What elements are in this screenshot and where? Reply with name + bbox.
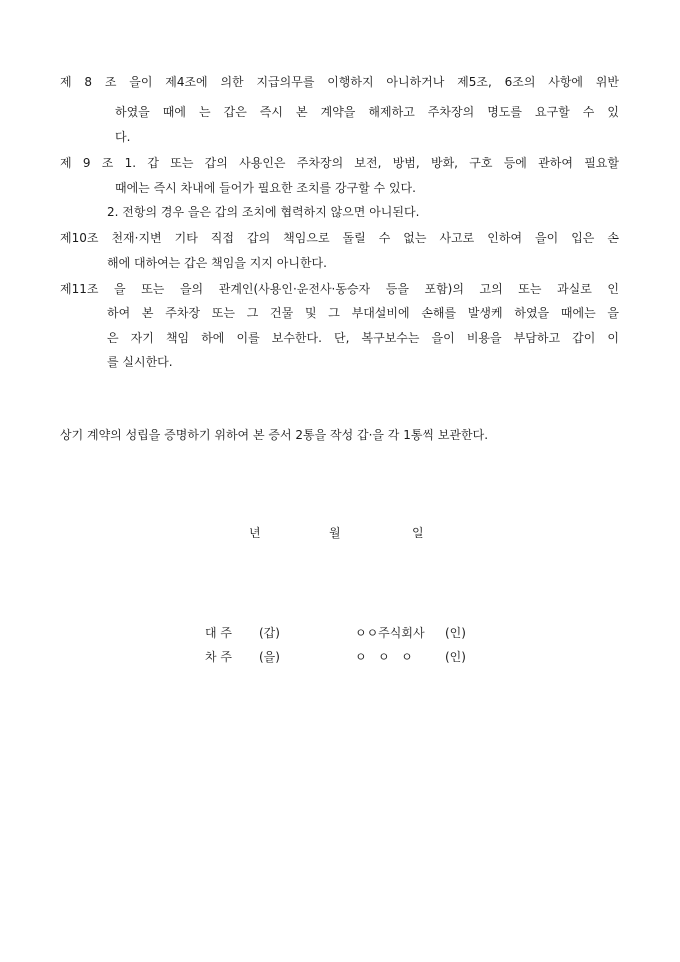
article-9-line-1: 제 9 조 1. 갑 또는 갑의 사용인은 주차장의 보전, 방범, 방화, 구호 등에 관하여 필요할 [60,156,619,170]
date-day: 일 [412,526,424,540]
lessee-name: ㅇ ㅇ ㅇ [355,650,413,664]
date-line [0,525,680,541]
article-8-line-3: 다. [115,130,131,144]
article-11-line-3: 은 자기 책임 하에 이를 보수한다. 단, 복구보수는 을이 비용을 부담하고 갑이 이 [107,331,619,345]
lessor-name: ㅇㅇ주식회사 [355,626,425,640]
lessee-party: (을) [259,650,280,664]
lessor-party: (갑) [259,626,280,640]
article-8-line-2: 하였을 때에 는 갑은 즉시 본 계약을 해제하고 주차장의 명도를 요구할 수 있 [115,105,619,119]
article-11-line-4: 를 실시한다. [107,355,173,369]
article-11-line-1: 제11조 을 또는 을의 관계인(사용인·운전사·동승자 등을 포함)의 고의 또는 과실로 인 [60,282,619,296]
date-month: 월 [329,526,341,540]
article-8-line-1: 제 8 조 을이 제4조에 의한 지급의무를 이행하지 아니하거나 제5조, 6조의 사항에 위반 [60,75,619,89]
lessor-role: 대 주 [205,626,232,640]
closing-statement: 상기 계약의 성립을 증명하기 위하여 본 증서 2통을 작성 갑·을 각 1통씩 보관한다. [60,428,489,442]
article-10-line-2: 해에 대하여는 갑은 책임을 지지 아니한다. [107,256,327,270]
article-10-line-1: 제10조 천재·지변 기타 직접 갑의 책임으로 돌릴 수 없는 사고로 인하여 을이 입은 손 [60,231,619,245]
signature-lessor [0,625,680,641]
signature-lessee [0,649,680,665]
date-year: 년 [249,526,261,540]
article-9-line-2: 때에는 즉시 차내에 들어가 필요한 조치를 강구할 수 있다. [115,181,416,195]
lessor-seal: (인) [445,626,466,640]
article-11-line-2: 하여 본 주차장 또는 그 건물 및 그 부대설비에 손해를 발생케 하였을 때에는 을 [107,306,619,320]
article-9-line-3: 2. 전항의 경우 을은 갑의 조치에 협력하지 않으면 아니된다. [107,205,420,219]
lessee-seal: (인) [445,650,466,664]
lessee-role: 차 주 [205,650,232,664]
